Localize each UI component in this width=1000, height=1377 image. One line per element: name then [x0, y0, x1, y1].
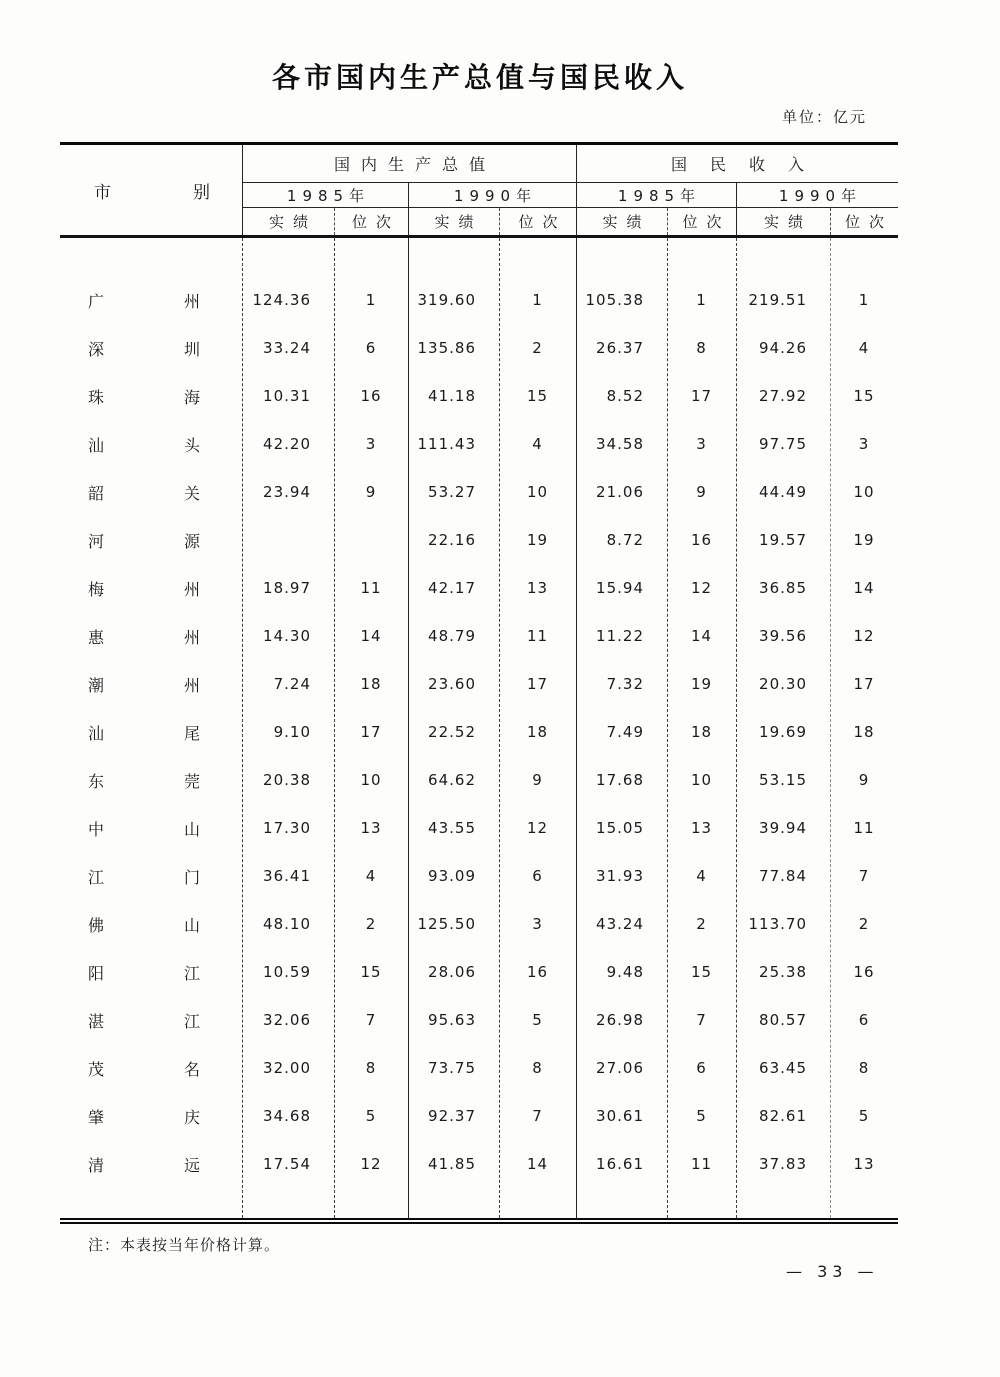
table-row [60, 1092, 898, 1140]
ni-1990-rank: 7 [858, 867, 870, 885]
city-name-char: 珠 [88, 387, 105, 407]
city-name-char: 州 [183, 675, 200, 695]
ni-1990-rank: 4 [858, 339, 870, 357]
city-name-char: 肇 [88, 1107, 105, 1127]
city-name-char: 州 [183, 579, 200, 599]
ni-1990-value: 39.94 [759, 819, 807, 837]
city-name-char: 圳 [183, 339, 200, 359]
column-gdp-1985: 1985年 [242, 183, 408, 208]
ni-1990-rank: 12 [853, 627, 875, 645]
gdp-1985-value: 32.06 [263, 1011, 311, 1029]
city-name-char: 关 [183, 483, 200, 503]
ni-1990-value: 19.69 [759, 723, 807, 741]
gdp-1985-value: 36.41 [263, 867, 311, 885]
column-ni90-actual: 实绩 [736, 208, 830, 235]
ni-1985-rank: 3 [696, 435, 707, 453]
ni-1990-value: 53.15 [759, 771, 807, 789]
gdp-1985-value: 124.36 [252, 291, 311, 309]
table-row [60, 468, 898, 516]
gdp-1990-rank: 13 [526, 579, 549, 597]
city-name-char: 庆 [183, 1107, 200, 1127]
gdp-1985-rank: 1 [365, 291, 377, 309]
gdp-1990-value: 95.63 [428, 1011, 476, 1029]
ni-1990-value: 19.57 [759, 531, 807, 549]
ni-1990-value: 77.84 [759, 867, 807, 885]
table-row [60, 564, 898, 612]
city-name [60, 817, 242, 840]
ni-1985-value: 21.06 [596, 483, 644, 501]
column-gdp85-rank: 位次 [334, 208, 408, 235]
gdp-1985-rank: 7 [365, 1011, 377, 1029]
gdp-1990-rank: 11 [526, 627, 549, 645]
gdp-1990-rank: 3 [532, 915, 543, 933]
column-ni-1990: 1990年 [736, 183, 898, 208]
table-row [60, 852, 898, 900]
ni-1985-value: 8.72 [606, 531, 644, 549]
gdp-1985-value: 42.20 [263, 435, 311, 453]
ni-1985-value: 7.49 [606, 723, 644, 741]
gdp-1985-rank: 12 [360, 1155, 382, 1173]
gdp-1985-rank: 6 [365, 339, 377, 357]
city-name-char: 梅 [88, 579, 105, 599]
page-title: 各市国内生产总值与国民收入 [271, 61, 688, 94]
ni-1985-value: 26.98 [596, 1011, 644, 1029]
city-name [60, 433, 242, 456]
ni-1990-rank: 9 [858, 771, 870, 789]
ni-1985-rank: 12 [690, 579, 713, 597]
city-name-char: 佛 [88, 915, 105, 935]
ni-1990-value: 94.26 [759, 339, 807, 357]
gdp-1985-value: 32.00 [263, 1059, 311, 1077]
city-name-char: 州 [183, 291, 200, 311]
city-name [60, 865, 242, 888]
gdp-1990-rank: 17 [526, 675, 549, 693]
city-name [60, 721, 242, 744]
ni-1985-value: 15.94 [596, 579, 644, 597]
ni-1985-value: 26.37 [596, 339, 644, 357]
city-name-char: 山 [183, 819, 200, 839]
city-name-char: 河 [88, 531, 105, 551]
city-name-char: 清 [88, 1155, 105, 1175]
gdp-1990-rank: 9 [532, 771, 543, 789]
gdp-1990-rank: 8 [532, 1059, 543, 1077]
gdp-1985-value: 7.24 [273, 675, 311, 693]
city-name-char: 山 [183, 915, 200, 935]
gdp-1990-value: 93.09 [428, 867, 476, 885]
gdp-1985-rank: 4 [365, 867, 377, 885]
column-ni90-rank: 位次 [830, 208, 898, 235]
city-name-char: 东 [88, 771, 105, 791]
statistics-table [60, 142, 898, 1224]
gdp-1985-rank: 11 [360, 579, 382, 597]
city-name [60, 625, 242, 648]
table-row [60, 1044, 898, 1092]
unit-label: 单位：亿元 [782, 108, 868, 126]
gdp-1985-value: 17.30 [263, 819, 311, 837]
ni-1985-rank: 19 [690, 675, 713, 693]
table-row [60, 804, 898, 852]
table-row [60, 420, 898, 468]
ni-1990-rank: 8 [858, 1059, 870, 1077]
table-row [60, 276, 898, 324]
gdp-1985-value: 20.38 [263, 771, 311, 789]
ni-1985-value: 31.93 [596, 867, 644, 885]
page-number: — 33 — [786, 1262, 879, 1281]
gdp-1990-rank: 5 [532, 1011, 543, 1029]
ni-1990-rank: 13 [853, 1155, 875, 1173]
gdp-1990-value: 22.52 [428, 723, 476, 741]
gdp-1985-rank: 2 [365, 915, 377, 933]
ni-1985-value: 17.68 [596, 771, 644, 789]
table-header [60, 145, 898, 238]
ni-1985-rank: 8 [696, 339, 707, 357]
ni-1985-value: 34.58 [596, 435, 644, 453]
column-header-city [60, 145, 242, 235]
table-row [60, 756, 898, 804]
ni-1990-rank: 11 [853, 819, 875, 837]
column-ni85-actual: 实绩 [576, 208, 667, 235]
city-name [60, 961, 242, 984]
city-name-char: 头 [183, 435, 200, 455]
gdp-1990-value: 135.86 [417, 339, 476, 357]
ni-1985-value: 43.24 [596, 915, 644, 933]
gdp-1985-rank: 8 [365, 1059, 377, 1077]
ni-1990-rank: 19 [853, 531, 875, 549]
gdp-1990-value: 48.79 [428, 627, 476, 645]
ni-1990-value: 25.38 [759, 963, 807, 981]
ni-1985-value: 7.32 [606, 675, 644, 693]
city-name [60, 1009, 242, 1032]
gdp-1985-rank: 3 [365, 435, 377, 453]
ni-1985-rank: 7 [696, 1011, 707, 1029]
ni-1985-rank: 17 [690, 387, 713, 405]
ni-1990-value: 219.51 [748, 291, 807, 309]
ni-1985-rank: 18 [690, 723, 713, 741]
gdp-1985-value: 48.10 [263, 915, 311, 933]
gdp-1990-value: 92.37 [428, 1107, 476, 1125]
gdp-1990-rank: 18 [526, 723, 549, 741]
ni-1990-rank: 3 [858, 435, 870, 453]
city-name [60, 769, 242, 792]
gdp-1985-rank: 17 [360, 723, 382, 741]
city-name [60, 289, 242, 312]
gdp-1990-rank: 16 [526, 963, 549, 981]
ni-1985-value: 9.48 [606, 963, 644, 981]
gdp-1985-rank: 9 [365, 483, 377, 501]
city-name [60, 673, 242, 696]
gdp-1985-rank: 18 [360, 675, 382, 693]
city-name [60, 577, 242, 600]
table-body [60, 238, 898, 1218]
gdp-1990-value: 42.17 [428, 579, 476, 597]
gdp-1990-value: 43.55 [428, 819, 476, 837]
city-name-char: 韶 [88, 483, 105, 503]
gdp-1985-rank: 14 [360, 627, 382, 645]
table-row [60, 1140, 898, 1188]
city-name-char: 惠 [88, 627, 105, 647]
ni-1990-rank: 14 [853, 579, 875, 597]
gdp-1990-rank: 1 [532, 291, 543, 309]
ni-1985-rank: 6 [696, 1059, 707, 1077]
city-name [60, 529, 242, 552]
ni-1985-rank: 9 [696, 483, 707, 501]
city-name-char: 江 [183, 1011, 200, 1031]
ni-1990-rank: 5 [858, 1107, 870, 1125]
gdp-1990-rank: 2 [532, 339, 543, 357]
ni-1990-rank: 15 [853, 387, 875, 405]
table-row [60, 612, 898, 660]
ni-1990-rank: 6 [858, 1011, 870, 1029]
ni-1990-rank: 17 [853, 675, 875, 693]
column-gdp90-actual: 实绩 [408, 208, 499, 235]
city-name-char: 潮 [88, 675, 105, 695]
gdp-1990-rank: 19 [526, 531, 549, 549]
table-row [60, 324, 898, 372]
city-header-char: 别 [193, 182, 210, 203]
city-name-char: 汕 [88, 723, 105, 743]
ni-1990-value: 63.45 [759, 1059, 807, 1077]
column-ni-1985: 1985年 [576, 183, 736, 208]
ni-1990-rank: 18 [853, 723, 875, 741]
ni-1985-rank: 11 [690, 1155, 713, 1173]
gdp-1985-value: 9.10 [273, 723, 311, 741]
gdp-1990-value: 41.85 [428, 1155, 476, 1173]
ni-1985-rank: 13 [690, 819, 713, 837]
table-row [60, 516, 898, 564]
ni-1990-value: 39.56 [759, 627, 807, 645]
ni-1990-rank: 10 [853, 483, 875, 501]
ni-1990-rank: 1 [858, 291, 870, 309]
ni-1990-value: 113.70 [748, 915, 807, 933]
gdp-1990-value: 28.06 [428, 963, 476, 981]
city-name-char: 莞 [183, 771, 200, 791]
ni-1985-rank: 14 [690, 627, 713, 645]
city-name-char: 州 [183, 627, 200, 647]
column-gdp90-rank: 位次 [499, 208, 576, 235]
ni-1990-value: 20.30 [759, 675, 807, 693]
gdp-1985-value: 10.31 [263, 387, 311, 405]
city-name [60, 385, 242, 408]
gdp-1990-rank: 7 [532, 1107, 543, 1125]
gdp-1990-value: 111.43 [417, 435, 476, 453]
footnote: 注：本表按当年价格计算。 [88, 1236, 281, 1254]
gdp-1990-rank: 4 [532, 435, 543, 453]
ni-1990-value: 27.92 [759, 387, 807, 405]
ni-1985-rank: 16 [690, 531, 713, 549]
ni-1985-rank: 4 [696, 867, 707, 885]
ni-1985-value: 105.38 [585, 291, 644, 309]
ni-1985-value: 15.05 [596, 819, 644, 837]
column-gdp85-actual: 实绩 [242, 208, 334, 235]
ni-1990-value: 44.49 [759, 483, 807, 501]
city-name-char: 名 [183, 1059, 200, 1079]
ni-1990-rank: 2 [858, 915, 870, 933]
gdp-1990-value: 125.50 [417, 915, 476, 933]
table-row [60, 948, 898, 996]
city-header-char: 市 [94, 182, 111, 203]
gdp-1990-value: 53.27 [428, 483, 476, 501]
ni-1985-value: 11.22 [596, 627, 644, 645]
ni-1990-value: 80.57 [759, 1011, 807, 1029]
gdp-1990-value: 22.16 [428, 531, 476, 549]
city-name-char: 远 [183, 1155, 200, 1175]
city-name-char: 江 [88, 867, 105, 887]
city-name-char: 深 [88, 339, 105, 359]
city-name [60, 1153, 242, 1176]
gdp-1985-rank: 13 [360, 819, 382, 837]
ni-1985-value: 8.52 [606, 387, 644, 405]
gdp-1985-value: 10.59 [263, 963, 311, 981]
gdp-1990-rank: 10 [526, 483, 549, 501]
city-name-char: 汕 [88, 435, 105, 455]
ni-1990-value: 82.61 [759, 1107, 807, 1125]
table-row [60, 372, 898, 420]
table-row [60, 660, 898, 708]
ni-1985-rank: 2 [696, 915, 707, 933]
city-name-char: 茂 [88, 1059, 105, 1079]
gdp-1990-rank: 6 [532, 867, 543, 885]
gdp-1990-rank: 15 [526, 387, 549, 405]
city-name-char: 中 [88, 819, 105, 839]
city-name [60, 1105, 242, 1128]
gdp-1985-value: 14.30 [263, 627, 311, 645]
table-row [60, 996, 898, 1044]
ni-1990-value: 97.75 [759, 435, 807, 453]
ni-1985-rank: 10 [690, 771, 713, 789]
ni-1985-value: 27.06 [596, 1059, 644, 1077]
gdp-1985-value: 18.97 [263, 579, 311, 597]
gdp-1990-rank: 14 [526, 1155, 549, 1173]
gdp-1985-value: 34.68 [263, 1107, 311, 1125]
city-name [60, 1057, 242, 1080]
city-name-char: 湛 [88, 1011, 105, 1031]
gdp-1990-value: 41.18 [428, 387, 476, 405]
city-name [60, 337, 242, 360]
city-name-char: 广 [88, 291, 105, 311]
gdp-1990-rank: 12 [526, 819, 549, 837]
city-name-char: 海 [183, 387, 200, 407]
ni-1985-rank: 15 [690, 963, 713, 981]
gdp-1990-value: 64.62 [428, 771, 476, 789]
city-name-char: 尾 [183, 723, 200, 743]
ni-1990-rank: 16 [853, 963, 875, 981]
gdp-1985-rank: 15 [360, 963, 382, 981]
table-row [60, 900, 898, 948]
gdp-1985-rank: 5 [365, 1107, 377, 1125]
gdp-1985-value: 23.94 [263, 483, 311, 501]
gdp-1985-rank: 16 [360, 387, 382, 405]
city-name-char: 江 [183, 963, 200, 983]
ni-1990-value: 37.83 [759, 1155, 807, 1173]
city-name-char: 门 [183, 867, 200, 887]
gdp-1990-value: 23.60 [428, 675, 476, 693]
gdp-1985-rank: 10 [360, 771, 382, 789]
city-name-char: 源 [183, 531, 200, 551]
column-group-gdp: 国内生产总值 [242, 145, 576, 183]
city-name-char: 阳 [88, 963, 105, 983]
ni-1985-rank: 5 [696, 1107, 707, 1125]
ni-1990-value: 36.85 [759, 579, 807, 597]
column-gdp-1990: 1990年 [408, 183, 576, 208]
ni-1985-rank: 1 [696, 291, 707, 309]
ni-1985-value: 16.61 [596, 1155, 644, 1173]
gdp-1985-value: 17.54 [263, 1155, 311, 1173]
table-row [60, 708, 898, 756]
city-name [60, 913, 242, 936]
ni-1985-value: 30.61 [596, 1107, 644, 1125]
gdp-1985-value: 33.24 [263, 339, 311, 357]
column-ni85-rank: 位次 [667, 208, 736, 235]
column-group-national-income: 国民收入 [576, 145, 898, 183]
gdp-1990-value: 319.60 [417, 291, 476, 309]
city-name [60, 481, 242, 504]
gdp-1990-value: 73.75 [428, 1059, 476, 1077]
